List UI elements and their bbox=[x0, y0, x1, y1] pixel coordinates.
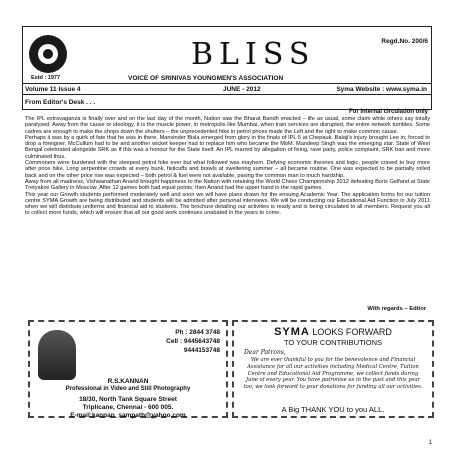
editor-signoff: With regards – Editor bbox=[367, 306, 426, 312]
address-line: 18/30, North Tank Square Street bbox=[79, 396, 177, 403]
page-number: 1 bbox=[428, 440, 432, 446]
masthead bbox=[22, 26, 432, 110]
established-year: Estd : 1977 bbox=[31, 75, 61, 81]
phone-number: Ph : 2844 3748 bbox=[175, 329, 220, 336]
salutation: Dear Patrons, bbox=[244, 349, 286, 356]
paragraph: This year our Growth students performed moderately well and soon we will have plans drawn for the ensuing Academic Year. The application forms for our tuition centre SYMA Growth are being distributed and students will be admitted after personal interviews. We will be conducting our Educational Aid Function in July 2011 when we will distribute uniforms and financial aid to students. The brochure detailing our activities is ready and is being circulated to all members. Request you all to collect more funds, which will ensure that all our good work continues unabated in the years to come. bbox=[25, 191, 430, 217]
advertiser-email: E-mail:kannan_sampath@yahoo.com bbox=[70, 412, 186, 419]
cell-number: 9444153748 bbox=[183, 347, 220, 354]
brand-name: SYMA bbox=[274, 326, 310, 338]
contributions-appeal bbox=[232, 320, 434, 418]
advertiser-name: R.S.KANNAN bbox=[107, 378, 149, 385]
paragraph: The IPL extravaganza is finally over and on the last day of the month, Nation saw the Bharat Bandh enacted – life as usual, some claim while others say totally paralysed. Away from the cause or ideology, it is the muscle power, in metropolis like Mumbai, when train services are disrupted, the entire network tumbles. Some cadres are enough to make the shops down the shutters – the unprecedented hike in petrol prices made the Left and the right to make common cause. bbox=[25, 116, 430, 135]
photographer-advert bbox=[28, 320, 228, 418]
circulation-note: For internal circulation only bbox=[348, 109, 428, 115]
divider bbox=[23, 94, 431, 95]
advertiser-profession: Professional in Video and Still Photography bbox=[65, 386, 191, 392]
association-logo bbox=[29, 35, 67, 73]
editorial-text bbox=[25, 116, 430, 217]
appeal-subheading: TO YOUR CONTRIBUTIONS bbox=[283, 338, 383, 347]
paragraph: Commoners were burdened with the steepest petrol hike ever but what followed was mayhem. Defying economic theories and logic, people craved to buy more after price hike. Long serpentine crowds at every bunk, fisticuffs and brawls at sweltering summer – all became routine. One was expected to be partially rolled back and on the other price rise was expected – both petrol & fuel were not available, paving the common man to much hardship. bbox=[25, 160, 430, 179]
volume-issue: Volume 11 Issue 4 bbox=[25, 86, 81, 93]
editor-desk-heading: From Editor's Desk . . . bbox=[25, 99, 96, 106]
issue-date: JUNE - 2012 bbox=[223, 86, 261, 93]
association-name: VOICE OF SRINIVAS YOUNGMEN'S ASSOCIATION bbox=[128, 75, 284, 82]
cell-number: Cell : 9445643748 bbox=[166, 338, 220, 345]
appeal-heading bbox=[234, 326, 432, 338]
address-line: Triplicane, Chennai - 600 005. bbox=[82, 404, 174, 411]
website: Syma Website : www.syma.in bbox=[336, 86, 427, 93]
heading-text: LOOKS FORWARD bbox=[309, 327, 392, 337]
thank-you-note: A Big THANK YOU to you ALL. bbox=[281, 405, 385, 414]
logo-emblem-icon bbox=[43, 49, 53, 59]
photographer-photo bbox=[38, 330, 76, 380]
registration-number: Regd.No. 200/6 bbox=[381, 38, 428, 45]
newsletter-title: BLISS bbox=[191, 37, 316, 72]
paragraph: Away from all madness, Vishwanathan Anand brought happiness to the Nation with retaining the World Chess Championship 2012 defeating Boris Gelfand at State Tretyakov Gallery in Moscow. After 12 games both had equal points; then Anand had the upper hand in the rapid games. bbox=[25, 178, 430, 192]
appeal-body: We are ever thankful to you for the benevolence and Financial Assistance for all our activities including Medical Centre, Tuition Centre and Educational Aid Programme, we collect funds during June of every year. You have patronise us in the past and this year too, we look forward to your donations for funding all our activities. bbox=[243, 357, 423, 391]
paragraph: Perhaps it was by a quirk of fate that he was in there, Manvinder Bisla emerged from glory in the finals of IPL 5 at Chepauk. Balaji's injury brought Lee in; forced to drop a foreigner, McCullum had to be and another wicket keeper had to replace him who became the MoM. Mandeep Singh was the emerging star. State of West Bengal celebrated alongside SRK as if this was a honour for the State itself. An IPL marred by allegation of fixing, rave party, police complaint, SRK ban and more culminated thus. bbox=[25, 134, 430, 160]
divider bbox=[23, 83, 431, 84]
contact-numbers bbox=[166, 328, 220, 355]
